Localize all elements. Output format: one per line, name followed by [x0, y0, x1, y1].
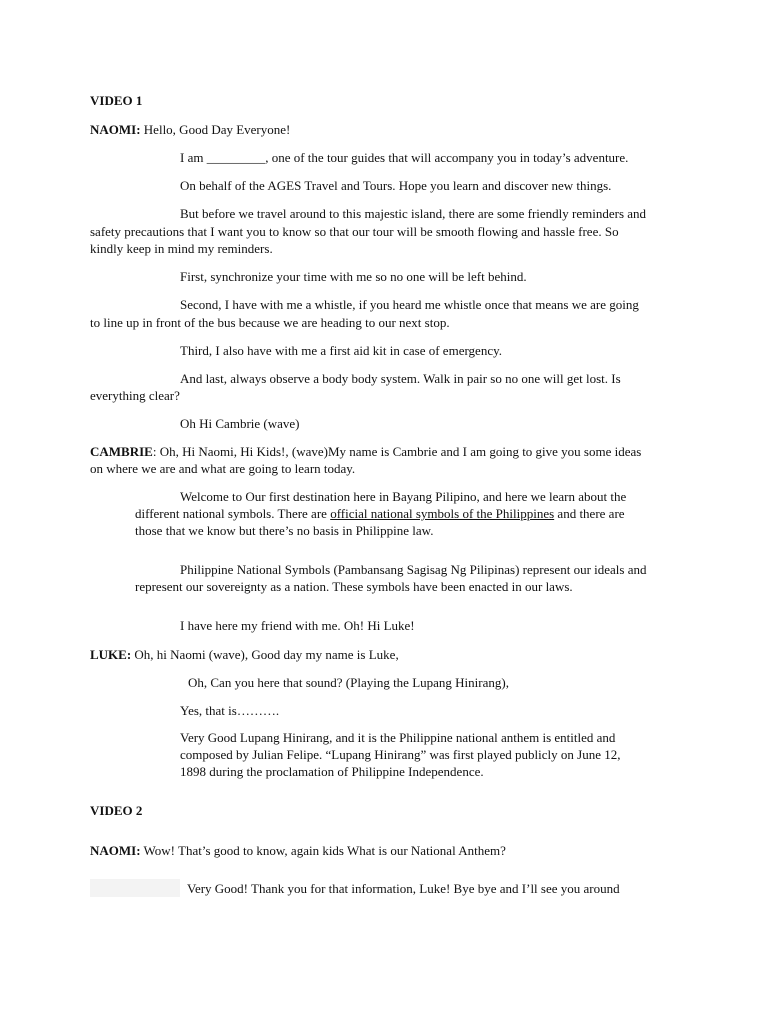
video2-heading: VIDEO 2 [90, 803, 143, 818]
speaker-cambrie: CAMBRIE [90, 444, 153, 459]
naomi-video2-line-1 [90, 842, 506, 860]
national-symbols-link[interactable]: official national symbols of the Philippines [330, 506, 555, 521]
naomi-paragraph-7-line-2: everything clear? [90, 388, 180, 403]
cambrie-paragraph-2-line-1: Welcome to Our first destination here in Bayang Pilipino, and here we learn about the [180, 489, 627, 504]
luke-paragraph-3: Yes, that is………. [180, 703, 280, 718]
naomi-greeting: Hello, Good Day Everyone! [140, 122, 291, 137]
naomi-paragraph-3-line-2: safety precautions that I want you to know so that our tour will be smooth flowing and hassle free. So [90, 224, 619, 239]
cambrie-line-1-text: : Oh, Hi Naomi, Hi Kids!, (wave)My name is Cambrie and I am going to give you some ideas [152, 444, 642, 459]
naomi-paragraph-5-line-2: to line up in front of the bus because we are heading to our next stop. [90, 315, 450, 330]
cambrie-line-2: on where we are and what are going to learn today. [90, 461, 356, 476]
cambrie-paragraph-3-line-1: Philippine National Symbols (Pambansang Sagisag Ng Pilipinas) represent our ideals and [180, 562, 647, 577]
luke-line-1 [90, 646, 399, 664]
luke-paragraph-2: Oh, Can you here that sound? (Playing the Lupang Hinirang), [188, 675, 509, 690]
speaker-naomi: NAOMI: [90, 122, 141, 137]
naomi-video2-line-1-text: Wow! That’s good to know, again kids What is our National Anthem? [140, 843, 506, 858]
naomi-paragraph-5-line-1: Second, I have with me a whistle, if you heard me whistle once that means we are going [180, 297, 639, 312]
luke-paragraph-4-line-1: Very Good Lupang Hinirang, and it is the Philippine national anthem is entitled and [180, 730, 616, 745]
naomi-greeting-line [90, 121, 290, 139]
cambrie-paragraph-3-line-2: represent our sovereignty as a nation. These symbols have been enacted in our laws. [135, 579, 573, 594]
naomi-paragraph-6: Third, I also have with me a first aid kit in case of emergency. [180, 343, 503, 358]
video1-heading: VIDEO 1 [90, 93, 143, 108]
cambrie-paragraph-4: I have here my friend with me. Oh! Hi Luke! [180, 618, 415, 633]
naomi-paragraph-1: I am _________, one of the tour guides that will accompany you in today’s adventure. [180, 150, 629, 165]
highlight-shade [90, 879, 180, 897]
luke-paragraph-4-line-2: composed by Julian Felipe. “Lupang Hinirang” was first played publicly on June 12, [180, 747, 621, 762]
cambrie-line-1 [90, 443, 641, 461]
naomi-paragraph-3-line-3: kindly keep in mind my reminders. [90, 241, 273, 256]
naomi-paragraph-7-line-1: And last, always observe a body body system. Walk in pair so no one will get lost. Is [180, 371, 621, 386]
naomi-paragraph-3-line-1: But before we travel around to this majestic island, there are some friendly reminders and [180, 206, 647, 221]
cambrie-paragraph-2-text-a: different national symbols. There are [135, 506, 331, 521]
cambrie-paragraph-2-line-3: those that we know but there’s no basis in Philippine law. [135, 523, 434, 538]
luke-paragraph-4-line-3: 1898 during the proclamation of Philippine Independence. [180, 764, 484, 779]
speaker-luke: LUKE: [90, 647, 132, 662]
cambrie-paragraph-2-text-b: and there are [554, 506, 625, 521]
cambrie-paragraph-2-line-2 [135, 505, 625, 523]
naomi-video2-paragraph-2: Very Good! Thank you for that information, Luke! Bye bye and I’ll see you around [187, 881, 620, 896]
naomi-paragraph-8: Oh Hi Cambrie (wave) [180, 416, 300, 431]
naomi-paragraph-2: On behalf of the AGES Travel and Tours. Hope you learn and discover new things. [180, 178, 612, 193]
naomi-paragraph-4: First, synchronize your time with me so no one will be left behind. [180, 269, 527, 284]
speaker-naomi-2: NAOMI: [90, 843, 141, 858]
luke-line-1-text: Oh, hi Naomi (wave), Good day my name is Luke, [131, 647, 399, 662]
